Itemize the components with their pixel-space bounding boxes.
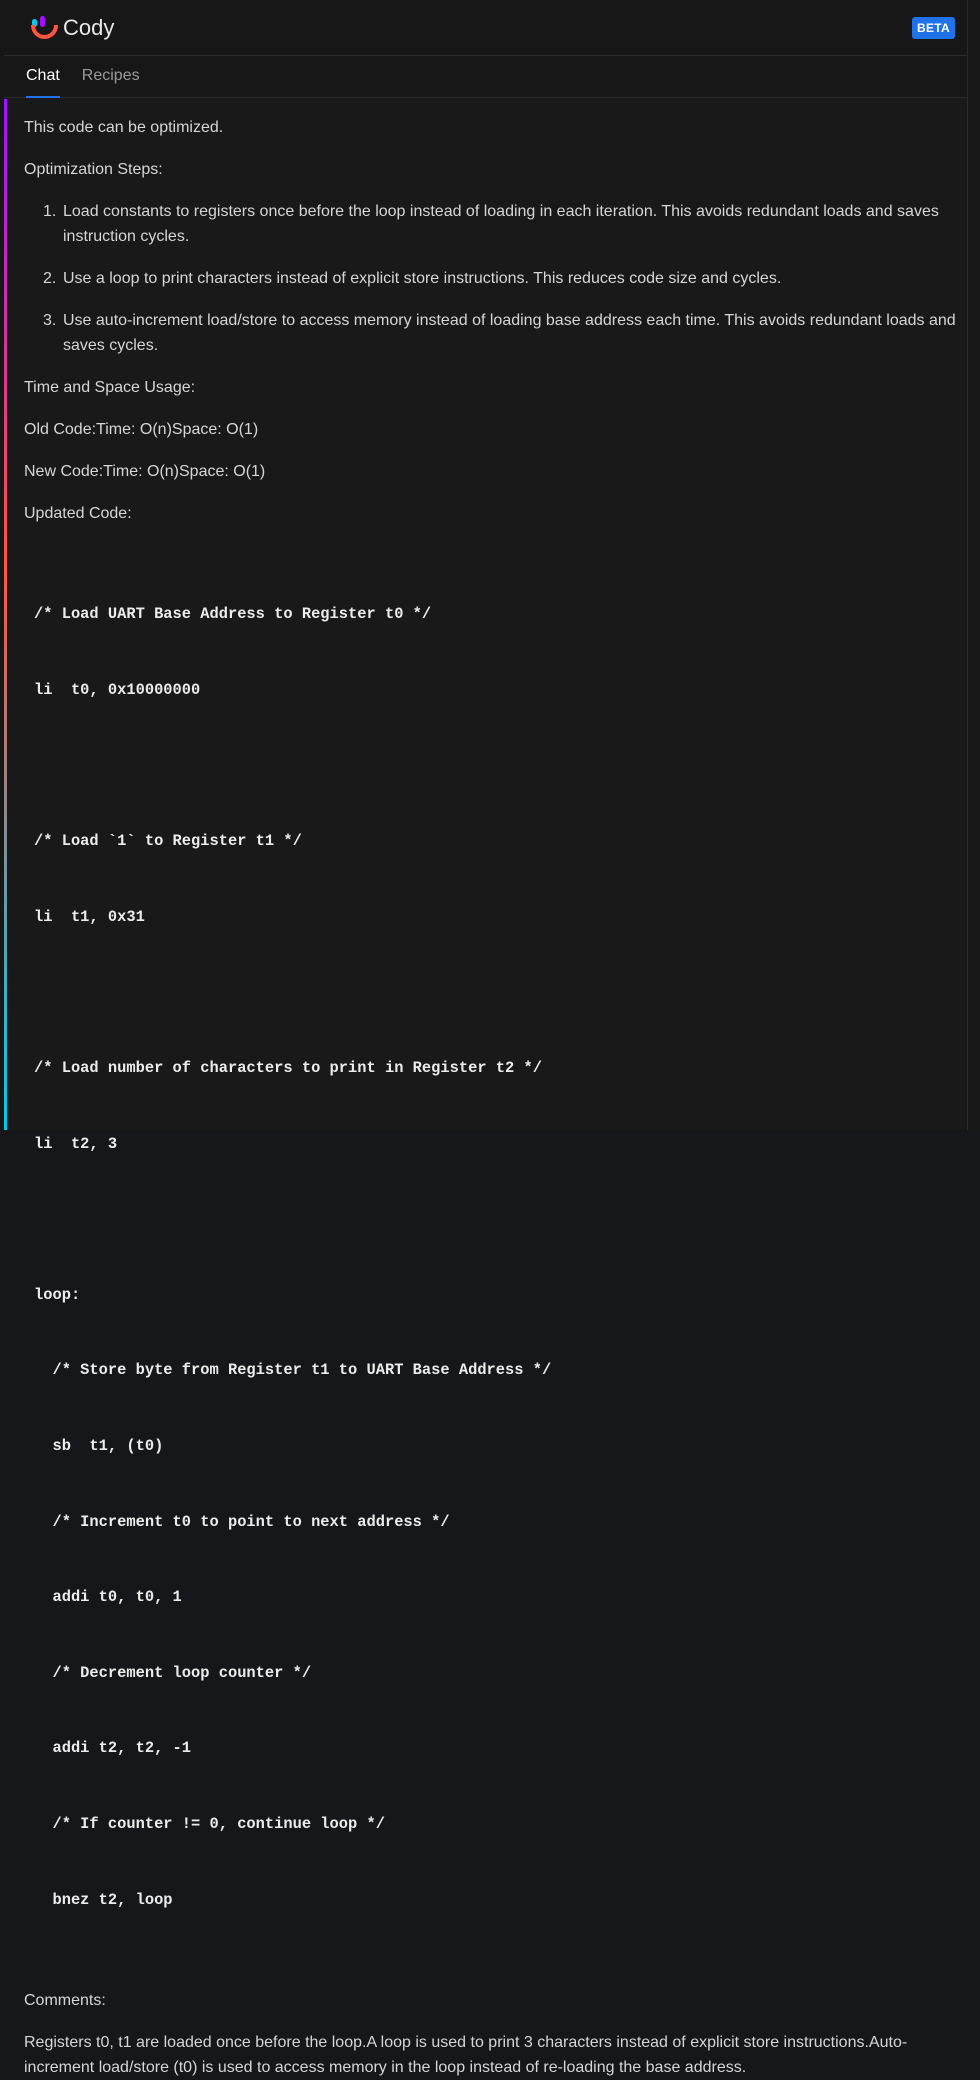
code-line: li t0, 0x10000000 (34, 681, 201, 699)
optimization-steps-list (24, 199, 957, 358)
code-line (34, 754, 957, 779)
code-line: loop: (34, 1285, 81, 1304)
header (4, 0, 967, 56)
steps-heading: Optimization Steps: (24, 161, 163, 178)
cody-panel (4, 0, 968, 2077)
list-item (43, 308, 957, 358)
step-text: Use a loop to print characters instead of explicit store instructions. This reduces code size and cycles. (63, 270, 782, 287)
code-line: li t1, 0x31 (34, 907, 145, 926)
step-text: Load constants to registers once before the loop instead of loading in each iteration. This avoids redundant loads and saves instruction cycles. (63, 203, 939, 245)
message-intro: This code can be optimized. (24, 119, 224, 136)
tab-chat[interactable]: Chat (26, 67, 60, 97)
list-item (43, 199, 957, 249)
code-line (34, 980, 957, 1005)
code-line: sb t1, (t0) (34, 1436, 164, 1455)
tab-recipes[interactable]: Recipes (81, 67, 140, 84)
step-number: 2. (43, 270, 57, 287)
code-line: bnez t2, loop (34, 1890, 173, 1909)
code-line: /* Load UART Base Address to Register t0 */ (34, 605, 432, 624)
code-line: /* Increment t0 to point to next address */ (34, 1512, 450, 1531)
cody-logo-icon (30, 14, 58, 42)
code-line: li t2, 3 (34, 1134, 118, 1153)
beta-badge: BETA (912, 17, 955, 39)
code-line: addi t0, t0, 1 (34, 1588, 182, 1607)
comments-text: Registers t0, t1 are loaded once before the loop.A loop is used to print 3 characters instead of explicit store instructions.Auto-increment load/store (t0) is used to access memory in the loop instead of re-loading the base address. (24, 2034, 908, 2077)
code-line: /* If counter != 0, continue loop */ (34, 1814, 385, 1833)
code-line: /* Load number of characters to print in Register t2 */ (34, 1058, 542, 1077)
updated-code-heading: Updated Code: (24, 505, 132, 522)
tab-bar (4, 56, 967, 98)
comments-heading: Comments: (24, 1992, 106, 2010)
code-line (34, 1207, 957, 1232)
step-number: 1. (43, 203, 57, 220)
message-accent-bar (4, 99, 7, 1130)
old-code-complexity: Old Code:Time: O(n)Space: O(1) (24, 421, 259, 438)
new-code-complexity: New Code:Time: O(n)Space: O(1) (24, 463, 266, 480)
list-item (43, 266, 957, 291)
brand-name: Cody (63, 14, 115, 40)
usage-heading: Time and Space Usage: (24, 379, 196, 396)
step-number: 3. (43, 312, 57, 329)
assistant-message (4, 99, 967, 2077)
code-line: /* Load `1` to Register t1 */ (34, 832, 302, 851)
brand (30, 14, 114, 42)
code-line: addi t2, t2, -1 (34, 1739, 192, 1758)
code-line: /* Decrement loop counter */ (34, 1663, 312, 1682)
step-text: Use auto-increment load/store to access memory instead of loading base address each time. This avoids redundant loads and saves cycles. (63, 312, 956, 354)
code-line: /* Store byte from Register t1 to UART Base Address */ (34, 1361, 552, 1380)
code-block[interactable] (24, 552, 957, 1963)
